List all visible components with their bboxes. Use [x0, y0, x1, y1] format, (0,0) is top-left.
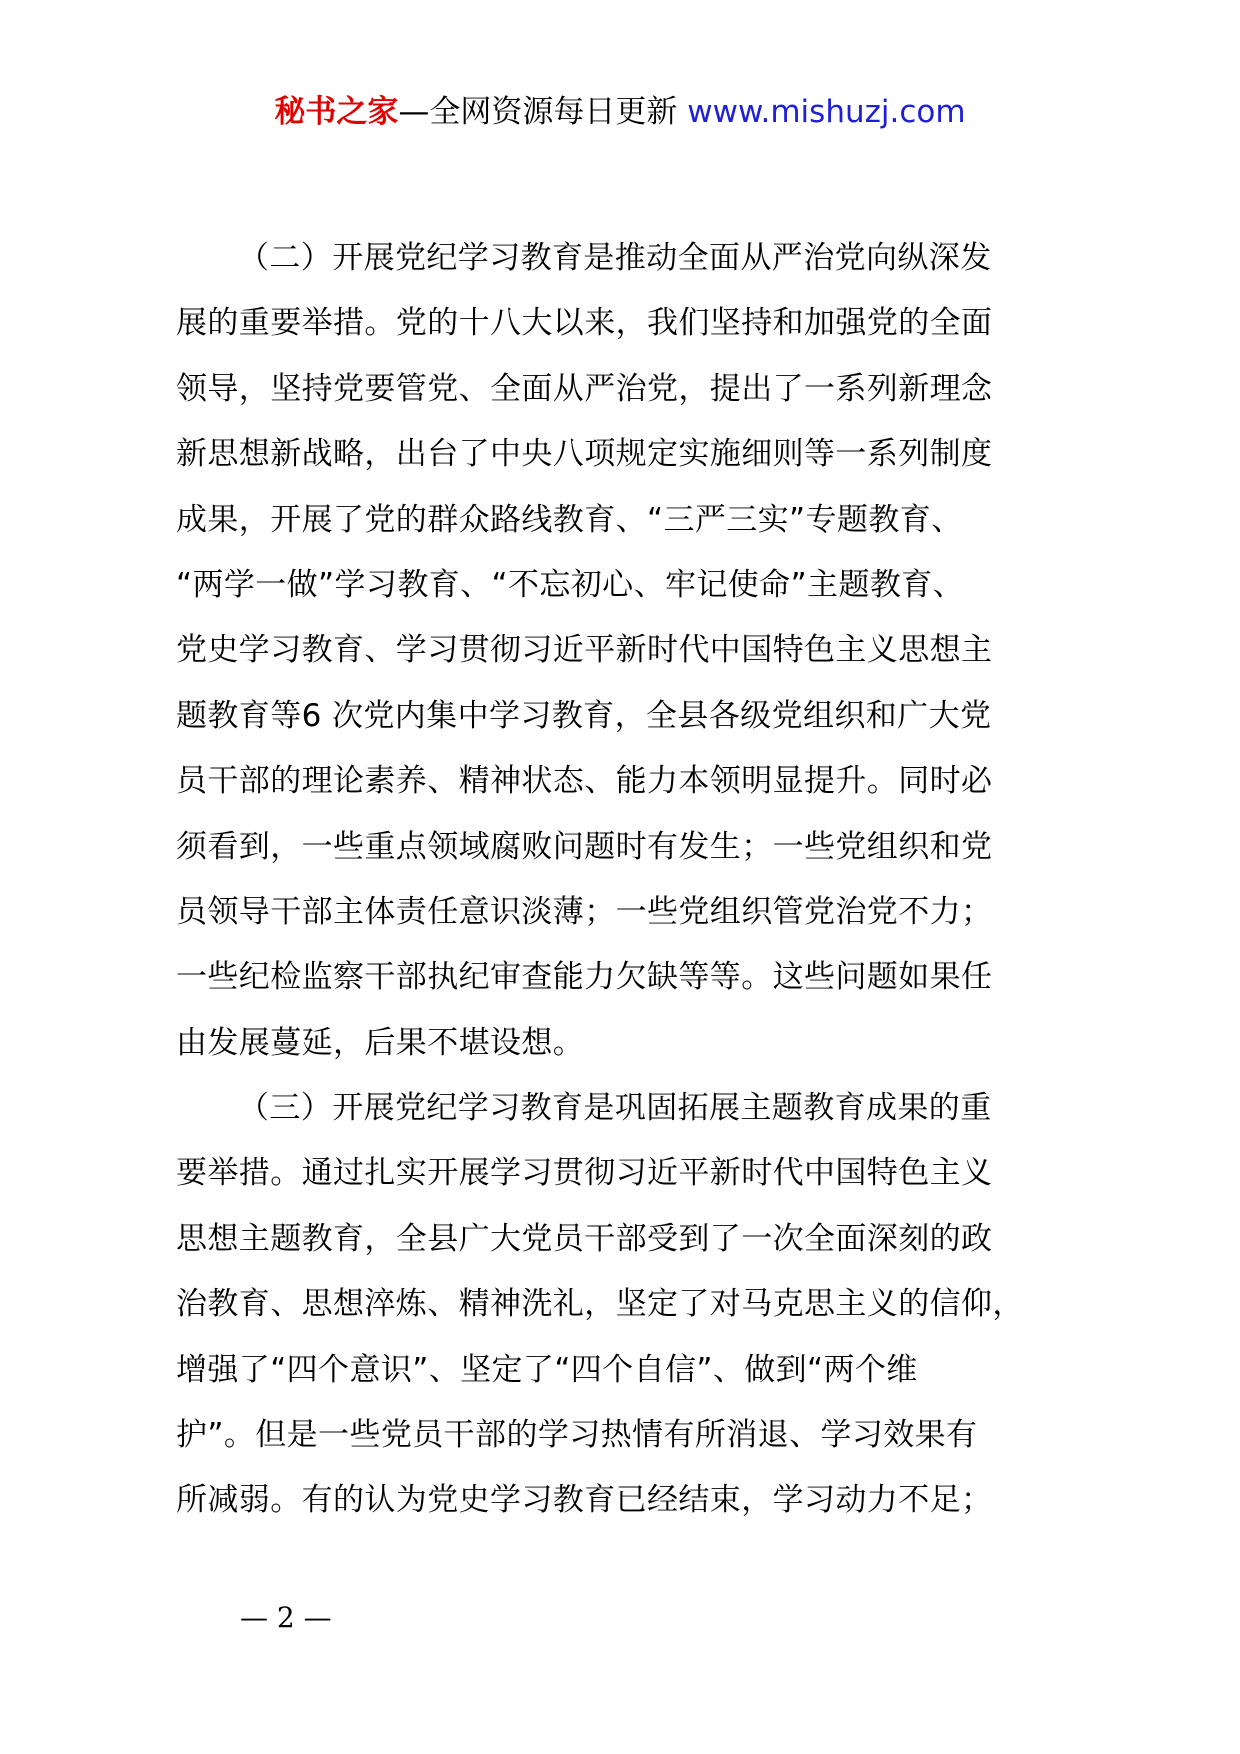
page-number: — 2 — — [240, 1601, 332, 1634]
paragraph-2-line: 展的重要举措。党的十八大以来，我们坚持和加强党的全面 — [176, 305, 993, 342]
paragraph-2-line: 党史学习教育、学习贯彻习近平新时代中国特色主义思想主 — [176, 632, 993, 669]
paragraph-2-line: 题教育等6 次党内集中学习教育，全县各级党组织和广大党 — [176, 697, 992, 734]
site-url-link[interactable]: www.mishuzj.com — [687, 94, 966, 130]
paragraph-3-line: 增强了“四个意识”、坚定了“四个自信”、做到“两个维 — [176, 1351, 918, 1388]
paragraph-2-line: 新思想新战略，出台了中央八项规定实施细则等一系列制度 — [176, 436, 993, 473]
paragraph-2-line: 须看到，一些重点领域腐败问题时有发生；一些党组织和党 — [176, 828, 993, 865]
paragraph-3-line: 要举措。通过扎实开展学习贯彻习近平新时代中国特色主义 — [176, 1155, 993, 1192]
page-header — [0, 88, 1240, 136]
paragraph-2-line: 成果，开展了党的群众路线教育、“三严三实”专题教育、 — [176, 501, 963, 538]
paragraph-3-line: 治教育、思想淬炼、精神洗礼，坚定了对马克思主义的信仰， — [176, 1286, 1024, 1323]
paragraph-2-line: 一些纪检监察干部执纪审查能力欠缺等等。这些问题如果任 — [176, 959, 993, 996]
paragraph-2-line: 员领导干部主体责任意识淡薄；一些党组织管党治党不力； — [176, 893, 993, 930]
paragraph-2-line: 领导，坚持党要管党、全面从严治党，提出了一系列新理念 — [176, 370, 993, 407]
paragraph-3-line: 所减弱。有的认为党史学习教育已经结束，学习动力不足； — [176, 1482, 993, 1519]
paragraph-3-line: 思想主题教育，全县广大党员干部受到了一次全面深刻的政 — [176, 1220, 993, 1257]
paragraph-3-line: 护”。但是一些党员干部的学习热情有所消退、学习效果有 — [176, 1417, 978, 1454]
paragraph-2-line: （二）开展党纪学习教育是推动全面从严治党向纵深发 — [238, 240, 992, 276]
paragraph-2-line: 由发展蔓延，后果不堪设想。 — [176, 1024, 585, 1061]
document-body — [176, 226, 1106, 1534]
header-tagline: —全网资源每日更新 — [398, 94, 678, 130]
paragraph-3-line: （三）开展党纪学习教育是巩固拓展主题教育成果的重 — [238, 1090, 992, 1127]
paragraph-2-line: “两学一做”学习教育、“不忘初心、牢记使命”主题教育、 — [176, 566, 965, 603]
paragraph-2-line: 员干部的理论素养、精神状态、能力本领明显提升。同时必 — [176, 763, 993, 800]
brand-name: 秘书之家 — [274, 94, 399, 130]
